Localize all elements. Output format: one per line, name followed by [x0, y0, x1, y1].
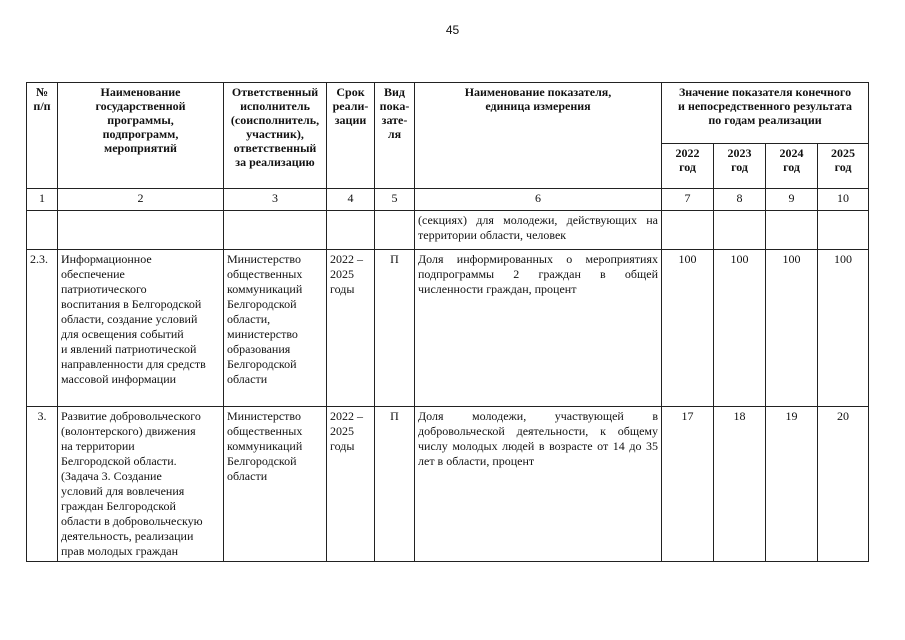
- column-number: 2: [58, 189, 224, 211]
- row-indicator-name: (секциях) для молодежи, действующих на территории области, человек: [415, 211, 662, 250]
- header-executor: Ответственный исполнитель (соисполнитель, участник), ответственный за реализацию: [224, 83, 327, 189]
- row-num: 3.: [27, 407, 58, 562]
- page-number: 45: [445, 23, 460, 37]
- row-value: 100: [662, 250, 714, 407]
- row-value: 19: [766, 407, 818, 562]
- column-number: 10: [818, 189, 869, 211]
- row-indicator-type: П: [375, 407, 415, 562]
- row-value: 100: [766, 250, 818, 407]
- row-period: 2022 – 2025 годы: [327, 407, 375, 562]
- row-indicator-name: Доля информированных о мероприятиях подпрограммы 2 граждан в общей численности граждан, процент: [415, 250, 662, 407]
- table-row: [27, 407, 869, 562]
- header-indicator-type: Вид пока- зате- ля: [375, 83, 415, 189]
- row-program-name: [58, 211, 224, 250]
- header-program-name: Наименование государственной программы, подпрограмм, мероприятий: [58, 83, 224, 189]
- row-value: 18: [714, 407, 766, 562]
- row-value: 100: [714, 250, 766, 407]
- header-year: 2022 год: [662, 144, 714, 189]
- row-value: [766, 211, 818, 250]
- header-year: 2025 год: [818, 144, 869, 189]
- row-value: 17: [662, 407, 714, 562]
- column-number: 7: [662, 189, 714, 211]
- row-executor: [224, 211, 327, 250]
- row-executor: Министерство общественных коммуникаций Белгородской области: [224, 407, 327, 562]
- column-number: 8: [714, 189, 766, 211]
- row-executor: Министерство общественных коммуникаций Белгородской области, министерство образования Белгородской области: [224, 250, 327, 407]
- column-number: 6: [415, 189, 662, 211]
- row-value: [662, 211, 714, 250]
- row-indicator-type: П: [375, 250, 415, 407]
- row-num: [27, 211, 58, 250]
- header-year: 2023 год: [714, 144, 766, 189]
- table-row: [27, 211, 869, 250]
- row-program-name: Информационное обеспечение патриотического воспитания в Белгородской области, создание условий для освещения событий и явлений патриотической направленности для средств массовой информации: [58, 250, 224, 407]
- header-period: Срок реали- зации: [327, 83, 375, 189]
- column-number: 4: [327, 189, 375, 211]
- header-indicator-name: Наименование показателя, единица измерения: [415, 83, 662, 189]
- table-row: [27, 250, 869, 407]
- row-indicator-type: [375, 211, 415, 250]
- row-period: 2022 – 2025 годы: [327, 250, 375, 407]
- column-number: 5: [375, 189, 415, 211]
- row-value: [818, 211, 869, 250]
- row-program-name: Развитие добровольческого (волонтерского) движения на территории Белгородской области. (Задача 3. Создание условий для вовлечения граждан Белгородской области в добровольческую деятельность, реализации прав молодых граждан: [58, 407, 224, 562]
- column-numbers-row: [27, 189, 869, 211]
- row-num: 2.3.: [27, 250, 58, 407]
- row-indicator-name: Доля молодежи, участвующей в добровольческой деятельности, к общему числу молодых людей в возрасте от 14 до 35 лет в области, процент: [415, 407, 662, 562]
- table-header-row: [27, 83, 869, 144]
- column-number: 1: [27, 189, 58, 211]
- header-num: № п/п: [27, 83, 58, 189]
- indicators-table: [26, 82, 869, 562]
- row-value: [714, 211, 766, 250]
- column-number: 9: [766, 189, 818, 211]
- column-number: 3: [224, 189, 327, 211]
- header-values-group: Значение показателя конечного и непосредственного результата по годам реализации: [662, 83, 869, 144]
- row-period: [327, 211, 375, 250]
- row-value: 20: [818, 407, 869, 562]
- row-value: 100: [818, 250, 869, 407]
- header-year: 2024 год: [766, 144, 818, 189]
